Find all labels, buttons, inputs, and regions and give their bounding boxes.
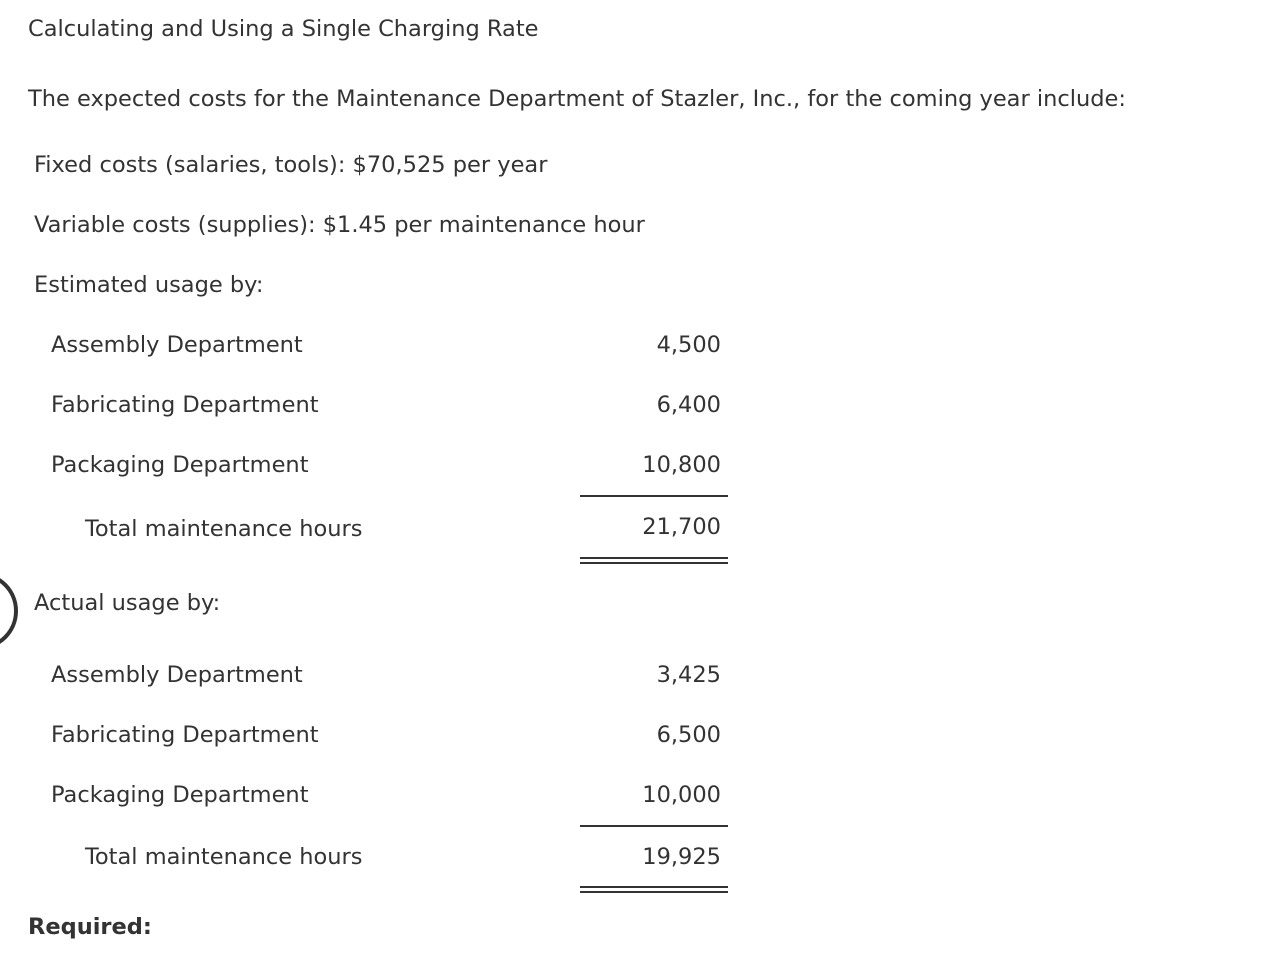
subtotal-rule (580, 825, 728, 827)
total-double-rule (580, 557, 728, 564)
estimated-row-label: Packaging Department (51, 452, 309, 478)
actual-row-label: Assembly Department (51, 662, 303, 688)
variable-costs: Variable costs (supplies): $1.45 per maintenance hour (34, 212, 645, 238)
estimated-row-label: Fabricating Department (51, 392, 319, 418)
actual-heading: Actual usage by: (34, 590, 221, 616)
page-title: Calculating and Using a Single Charging Rate (28, 16, 539, 42)
actual-row-value: 6,500 (656, 722, 721, 748)
actual-total-value: 19,925 (642, 844, 721, 870)
side-tab-handle[interactable] (0, 572, 18, 650)
estimated-total-label: Total maintenance hours (85, 516, 363, 542)
estimated-row-value: 4,500 (656, 332, 721, 358)
actual-total-label: Total maintenance hours (85, 844, 363, 870)
estimated-row-value: 10,800 (642, 452, 721, 478)
estimated-total-value: 21,700 (642, 514, 721, 540)
intro-text: The expected costs for the Maintenance Department of Stazler, Inc., for the coming year include: (28, 86, 1126, 112)
actual-row-value: 10,000 (642, 782, 721, 808)
required-heading: Required: (28, 914, 152, 940)
total-double-rule (580, 886, 728, 893)
actual-row-value: 3,425 (656, 662, 721, 688)
estimated-row-label: Assembly Department (51, 332, 303, 358)
subtotal-rule (580, 495, 728, 497)
estimated-row-value: 6,400 (656, 392, 721, 418)
fixed-costs: Fixed costs (salaries, tools): $70,525 per year (34, 152, 548, 178)
actual-row-label: Packaging Department (51, 782, 309, 808)
actual-row-label: Fabricating Department (51, 722, 319, 748)
estimated-heading: Estimated usage by: (34, 272, 264, 298)
